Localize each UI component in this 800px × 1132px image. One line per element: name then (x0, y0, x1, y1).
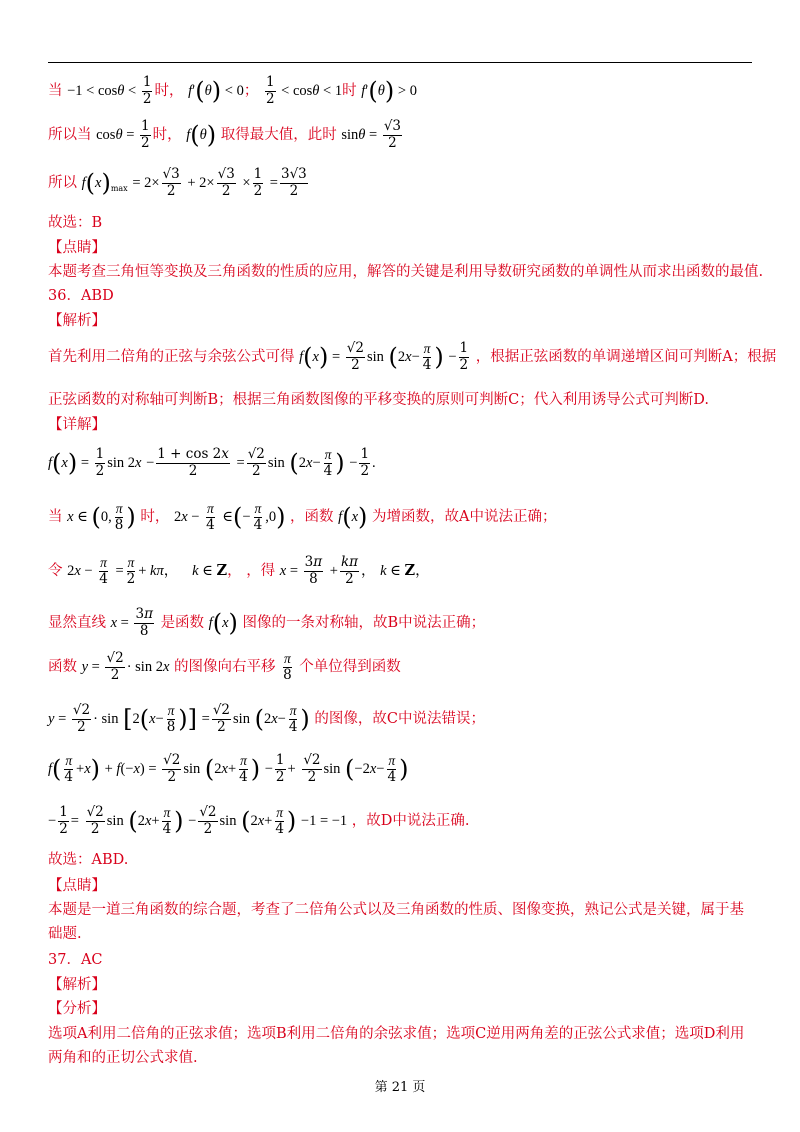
answer-35: 故选：B (48, 215, 103, 231)
fx-expression: f(x) = $\frac{1}{2}$ sin 2x − $\frac{1 + \cos 2x}{2}$ = $\frac{√2}{2}$ sin (2x− $\frac{\pi}{4}$ ) − $\frac{1}{2}$ . (48, 446, 376, 479)
option-c-shift-line: 函数 y = $\frac{√2}{2}$ · sin 2x 的图像向右平移 $\frac{\pi}{8}$ 个单位得到函数 (48, 650, 401, 683)
analysis-36-line2: 正弦函数的对称轴可判断B；根据三角函数图像的平移变换的原则可判断C；代入利用诱导公式可判断D. (48, 392, 709, 408)
comment-35: 本题考查三角恒等变换及三角函数的性质的应用，解答的关键是利用导数研究函数的单调性从而求出函数的最值. (48, 264, 764, 280)
option-b-derivation: 令 2x − $\frac{\pi}{4}$ = $\frac{\pi}{2}$ + kπ， k ∈ Z， ，得 x = $\frac{3\pi}{8}$ + $\frac{k\pi}{2}$ ， k ∈ Z， (48, 554, 430, 587)
comment-36: 本题是一道三角函数的综合题，考查了二倍角公式以及三角函数的性质、图像变换，熟记公式是关键，属于基础题. (48, 902, 744, 942)
analysis-label-36: 【解析】 (48, 313, 106, 329)
comment-label-35: 【点睛】 (48, 240, 106, 256)
max-value-line: 所以当 cosθ = $\frac{1}{2}$ 时， f(θ) 取得最大值，此时 sinθ = $\frac{√3}{2}$ (48, 118, 402, 151)
option-b-line: 显然直线 x = $\frac{3\pi}{8}$ 是函数 f(x) 图像的一条对称轴，故B中说法正确； (48, 606, 486, 639)
question-37-number: 37．AC (48, 952, 103, 968)
option-c-graph-line: y = $\frac{√2}{2}$ · sin [2(x− $\frac{\pi}{8}$ )] = $\frac{√2}{2}$ sin (2x− $\frac{\pi}{4}$ ) 的图像，故C中说法错误； (48, 702, 485, 735)
option-d-line1: f( $\frac{\pi}{4}$ +x) + f(−x) = $\frac{√2}{2}$ sin (2x+ $\frac{\pi}{4}$ ) − $\frac{1}{2}$ + $\frac{√2}{2}$ sin (−2x− $\frac{\pi}{4}$ ) (48, 752, 409, 785)
sub-label-37: 【分析】 (48, 1001, 106, 1017)
detail-label-36: 【详解】 (48, 417, 106, 433)
option-a-line: 当 x ∈ (0, $\frac{\pi}{8}$ ) 时， 2x − $\frac{\pi}{4}$ ∈(− $\frac{\pi}{4}$ ,0) ，函数 f(x) 为增函数，故A中说法正确； (48, 501, 557, 533)
page-number: 第 21 页 (374, 1080, 426, 1095)
derivative-sign-line: 当 −1 < cosθ < $\frac{1}{2}$ 时， f′(θ) < 0； $\frac{1}{2}$ < cosθ < 1时 f′(θ) > 0 (48, 74, 417, 107)
answer-36: 故选：ABD. (48, 852, 129, 868)
analysis-37: 选项A利用二倍角的正弦求值；选项B利用二倍角的余弦求值；选项C逆用两角差的正弦公式求值；选项D利用两角和的正切公式求值. (48, 1026, 745, 1066)
comment-label-36: 【点睛】 (48, 878, 106, 894)
question-36-number: 36．ABD (48, 288, 114, 304)
option-d-line2: − $\frac{1}{2}$ = $\frac{√2}{2}$ sin (2x+ $\frac{\pi}{4}$ ) − $\frac{√2}{2}$ sin (2x+ $\frac{\pi}{4}$ ) −1 = −1 ，故D中说法正确. (48, 804, 470, 837)
analysis-label-37: 【解析】 (48, 977, 106, 993)
header-rule (48, 62, 752, 63)
analysis-36-line1: 首先利用二倍角的正弦与余弦公式可得 f(x) = $\frac{√2}{2}$ sin (2x− $\frac{\pi}{4}$ ) − $\frac{1}{2}$ ，根据正弦函数的单调递增区间可判断A；根据 (48, 340, 777, 373)
fmax-line: 所以 $f(x)_{max} = 2\times$ $\frac{√3}{2}$ + 2× $\frac{√3}{2}$ × $\frac{1}{2}$ = $\frac{3√3}{2}$ (48, 166, 307, 199)
